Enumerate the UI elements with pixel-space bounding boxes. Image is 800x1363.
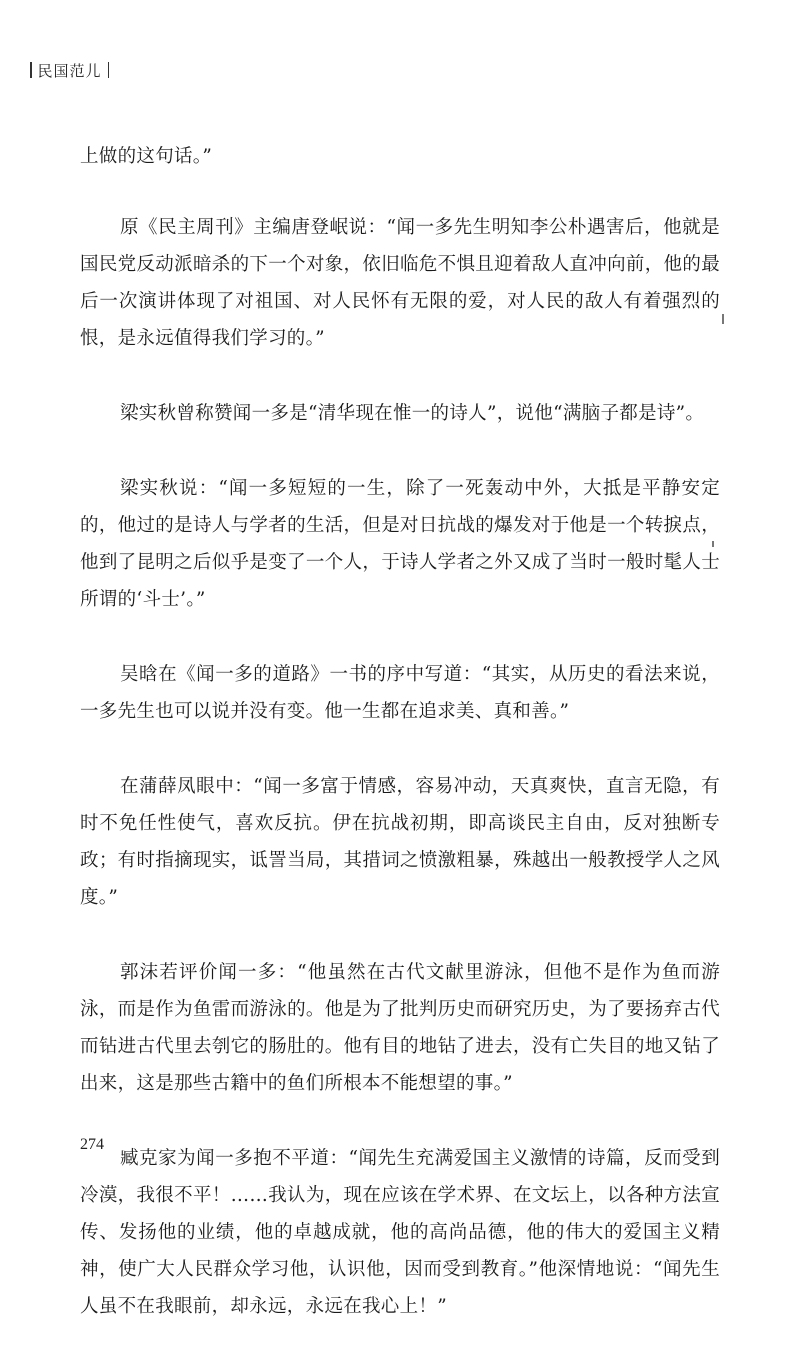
header-left-bar: [30, 62, 32, 78]
margin-scan-mark: [712, 541, 714, 547]
paragraph-wu-han: 吴晗在《闻一多的道路》一书的序中写道：“其实，从历史的看法来说，一多先生也可以说并没有变。他一生都在追求美、真和善。”: [80, 664, 720, 722]
page-number: 274: [80, 1136, 104, 1153]
paragraph-zang-kejia: 臧克家为闻一多抱不平道：“闻先生充满爱国主义激情的诗篇，反而受到冷漠，我很不平！……我认为，现在应该在学术界、在文坛上，以各种方法宣传、发扬他的业绩，他的卓越成就，他的高尚品德，他的伟大的爱国主义精神，使广大人民群众学习他，认识他，因而受到教育。”他深情地说：“闻先生人虽不在我眼前，却永远，永远在我心上！”: [80, 1148, 720, 1317]
header-right-bar: [108, 62, 110, 78]
paragraph-liang-shiqiu-praise: 梁实秋曾称赞闻一多是“清华现在惟一的诗人”，说他“满脑子都是诗”。: [120, 403, 705, 424]
margin-scan-mark: [722, 314, 724, 324]
page-body: [80, 138, 720, 1363]
running-header: [30, 59, 109, 81]
paragraph-continuation: 上做的这句话。”: [80, 146, 213, 167]
paragraph-tang-dengmin: 原《民主周刊》主编唐登岷说：“闻一多先生明知李公朴遇害后，他就是国民党反动派暗杀的下一个对象，依旧临危不惧且迎着敌人直冲向前，他的最后一次演讲体现了对祖国、对人民怀有无限的爱，对人民的敌人有着强烈的恨，是永远值得我们学习的。”: [80, 217, 720, 349]
paragraph-liang-shiqiu-quote: 梁实秋说：“闻一多短短的一生，除了一死轰动中外，大抵是平静安定的，他过的是诗人与学者的生活，但是对日抗战的爆发对于他是一个转捩点，他到了昆明之后似乎是变了一个人，于诗人学者之外又成了当时一般时髦人士所谓的‘斗士’。”: [80, 478, 720, 610]
paragraph-guo-moruo: 郭沫若评价闻一多：“他虽然在古代文献里游泳，但他不是作为鱼而游泳，而是作为鱼雷而游泳的。他是为了批判历史而研究历史，为了要扬弃古代而钻进古代里去刳它的肠肚的。他有目的地钻了进去，没有亡失目的地又钻了出来，这是那些古籍中的鱼们所根本不能想望的事。”: [80, 962, 720, 1094]
running-title: 民国范儿: [37, 61, 102, 80]
paragraph-pu-xuefeng: 在蒲薛凤眼中：“闻一多富于情感，容易冲动，天真爽快，直言无隐，有时不免任性使气，喜欢反抗。伊在抗战初期，即高谈民主自由，反对独断专政；有时指摘现实，诋詈当局，其措词之愤激粗暴，殊越出一般教授学人之风度。”: [80, 776, 720, 908]
